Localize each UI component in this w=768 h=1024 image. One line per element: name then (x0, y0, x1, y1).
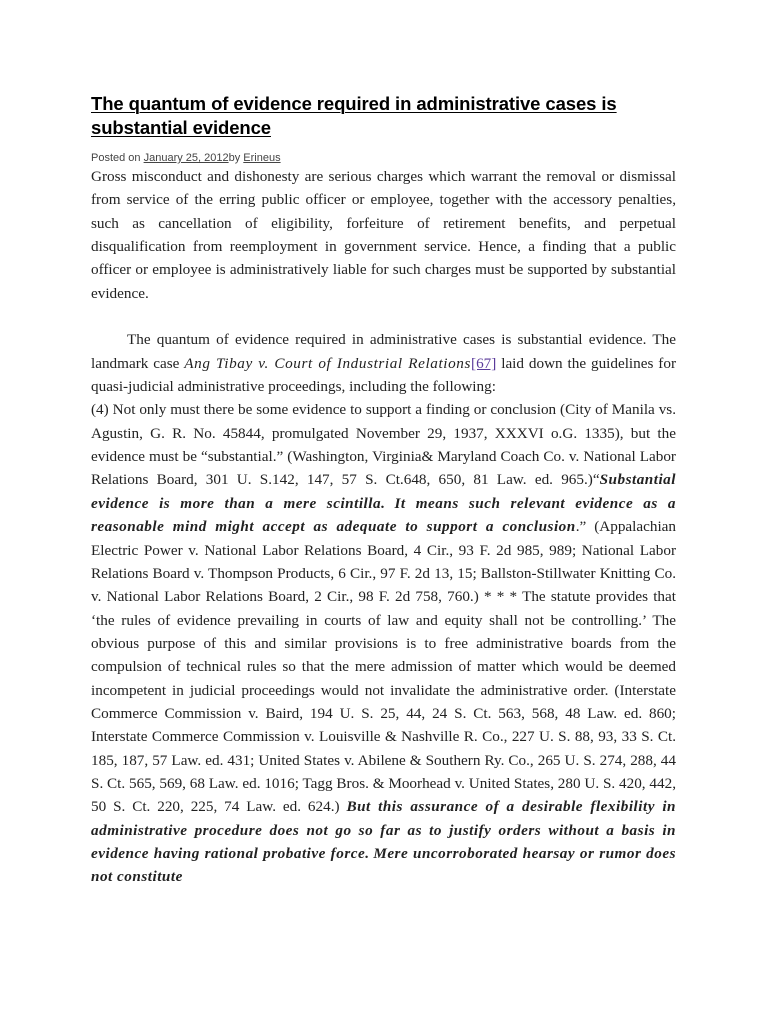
emphasis-separator-2: . (365, 844, 374, 862)
paragraph-2 (91, 328, 676, 398)
paragraph-2-intro: The quantum of evidence required in administrative cases is substantial evidence. The landmark case (91, 331, 676, 372)
emphasis-separator-1: . (381, 494, 395, 512)
emphasis-hearsay: Mere uncorroborated hearsay or rumor does not constitute (91, 844, 676, 886)
post-title[interactable]: The quantum of evidence required in administrative cases is substantial evidence (91, 93, 617, 138)
emphasis-flexibility: But this assurance of a desirable flexibility in administrative procedure does not go so far as to justify orders without a basis in evidence having rational probative force (91, 798, 677, 862)
paragraph-gap (91, 305, 676, 328)
author-link[interactable]: Erineus (243, 152, 281, 164)
post-meta (91, 151, 676, 165)
posted-on-label: Posted on (91, 152, 144, 164)
post-date-link[interactable]: January 25, 2012 (143, 152, 229, 164)
case-name: Ang Tibay v. Court of Industrial Relations (184, 354, 472, 372)
paragraph-1: Gross misconduct and dishonesty are serious charges which warrant the removal or dismissal from service of the erring public officer or employee, together with the accessory penalties, such as cancellation of eligibility, forfeiture of retirement benefits, and perpetual disqualification from reemployment in government service. Hence, a finding that a public officer or employee is administratively liable for such charges must be supported by substantial evidence. (91, 168, 676, 302)
emphasis-relevant-evidence: It means such relevant evidence as a reasonable mind might accept as adequate to support a conclusion (91, 494, 676, 536)
emphasis-scintilla: Substantial evidence is more than a mere scintilla (91, 471, 676, 512)
paragraph-3-part-2: .” (Appalachian Electric Power v. National Labor Relations Board, 4 Cir., 93 F. 2d 985, 989; National Labor Relations Board v. Thompson Products, 6 Cir., 97 F. 2d 13, 15; Ballston-Stillwater Knitting Co. v. National Labor Relations Board, 2 Cir., 98 F. 2d 758, 760.) * * * The statute provides that ‘the rules of evidence prevailing in courts of law and equity shall not be controlling.’ The obvious purpose of this and similar provisions is to free administrative boards from the compulsion of technical rules so that the mere admission of matter which would be deemed incompetent in judicial proceedings would not invalidate the administrative order. (Interstate Commerce Commission v. Baird, 194 U. S. 25, 44, 24 S. Ct. 563, 568, 48 Law. ed. 860; Interstate Commerce Commission v. Louisville & Nashville R. Co., 227 U. S. 88, 93, 33 S. Ct. 185, 187, 57 Law. ed. 431; United States v. Abilene & Southern Ry. Co., 265 U. S. 274, 288, 44 S. Ct. 565, 569, 68 Law. ed. 1016; Tagg Bros. & Moorhead v. United States, 280 U. S. 420, 442, 50 S. Ct. 220, 225, 74 Law. ed. 624.) (91, 518, 677, 816)
paragraph-3 (91, 398, 676, 888)
paragraph-2-end: laid down the guidelines for quasi-judicial administrative proceedings, including the following: (91, 354, 676, 396)
post-body (91, 165, 676, 889)
footnote-link[interactable]: [67] (471, 354, 497, 372)
article (91, 92, 676, 889)
by-label: by (228, 152, 244, 164)
paragraph-3-part-1: (4) Not only must there be some evidence to support a finding or conclusion (City of Manila vs. Agustin, G. R. No. 45844, promulgated November 29, 1937, XXXVI o.G. 1335), but the evidence must be “substantial.” (Washington, Virginia& Maryland Coach Co. v. National Labor Relations Board, 301 U. S.142, 147, 57 S. Ct.648, 650, 81 Law. ed. 965.)“ (91, 401, 676, 489)
